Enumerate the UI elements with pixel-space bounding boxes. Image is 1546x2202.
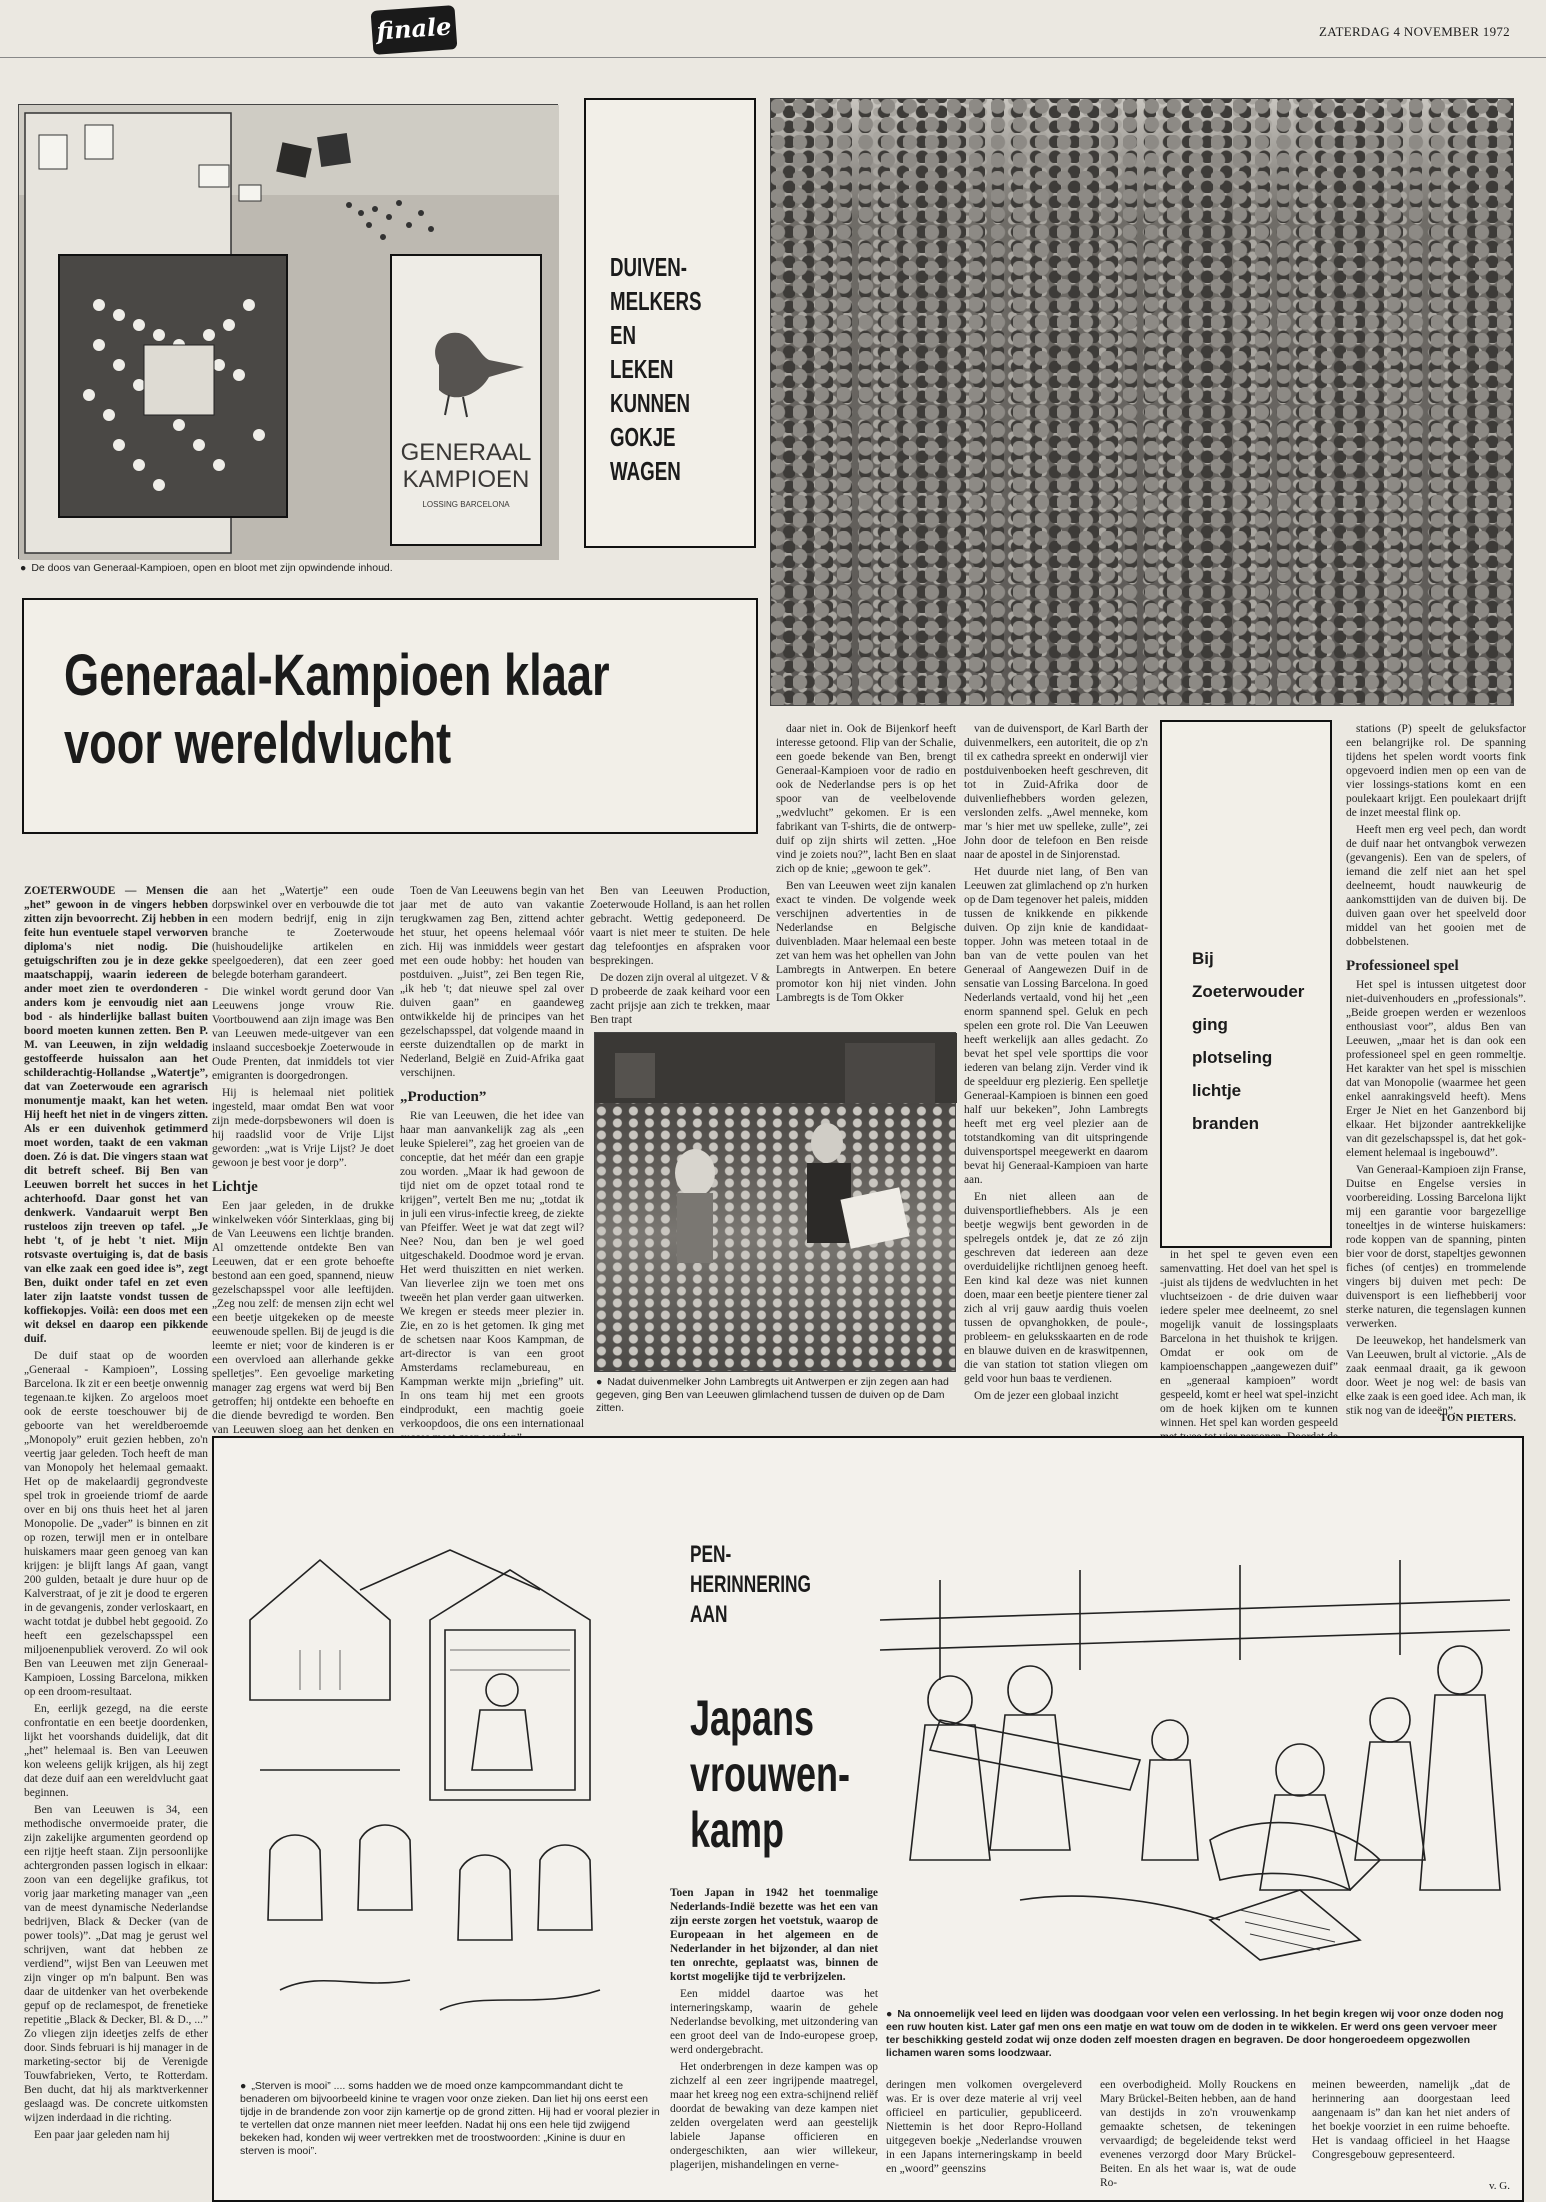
article-column-6 [964,722,1148,1412]
camp-drawing-right [880,1560,1510,2000]
article-paragraph: En niet alleen aan de duivensportliefhebbers. Als je een beetje wegwijs bent geworden in de spelregels ontdek je, dat ze zó zijn geschreven dat iedereen aan deze overduidelijke richtlijnen genoeg heeft. Een kind kal deze was niet kunnen doen, maar een beetje pientere tiener zal zich al vrij gauw aardig thuis voelen tussen de opvanghokken, de poule-, probleem- en geluksskaarten en de rode en blauwe duiven en de kraswitpennen, die van station tot station vliegen om geld voor hun baas te verdienen. [964,1191,1148,1385]
headline-line1: Generaal-Kampioen klaar [64,643,610,708]
camp-caption-left [240,2080,660,2158]
duivenmelkers-kicker-box [584,98,756,548]
subheading-professioneel-spel: Professioneel spel [1346,958,1459,974]
camp-paragraph: deringen men volkomen overgeleverd was. Er is over deze materie al vrij veel officieel en particulier, gepubliceerd. Niettemin is het door Repro-Holland uitgegeven boekje „Nederlandse vrouwen in een Japans interneringskamp in beeld en „woord” geenszins [886,2079,1082,2175]
kicker-line: EN [610,320,637,350]
article-column-4 [590,884,770,1024]
caption-bullet: ● [240,2080,247,2092]
sidebar-line: lichtje [1192,1081,1242,1100]
zoeterwouder-sidebar-box [1160,720,1332,1248]
headline-box [22,598,758,834]
pigeons-at-dam-photo [594,1032,956,1372]
man-figure [811,1123,843,1163]
kicker-line: DUIVEN- [610,252,687,282]
article-column-7 [1160,1248,1338,1429]
camp-intro: Toen Japan in 1942 het toenmalige Nederlands-Indië bezette was het een van zijn eerste zorgen het voetstuk, waarop de Europeaan in het algemeen en de Nederlander in het bijzonder, al dan niet ten onrechte, geplaatst was, binnen de kortst mogelijke tijd te verbrijzelen. [670,1887,878,1983]
article-paragraph: aan het „Watertje” een oude dorpswinkel over en verbouwde die tot een modern bedrijf, enig in zijn branche te Zoeterwoude (huishoudelijke artikelen en speelgoederen), dat een zeer goed belegde boterham garandeert. [212,885,394,981]
sidebar-line: plotseling [1192,1048,1273,1067]
sidebar-line: Zoeterwouder [1192,982,1305,1001]
article-paragraph: De leeuwekop, het handelsmerk van Van Leeuwen, brult al victorie. „Als de zaak eenmaal draait, ga ik gewoon door. Weet je nog wel: de basis van elke zaak is een goed idee. Ach man, ik stik nog van de ideeën”. [1346,1335,1526,1417]
camp-headline-line: vrouwen- [690,1746,851,1802]
boardgame-caption [20,562,560,575]
article-paragraph: Die winkel wordt gerund door Van Leeuwens jonge vrouw Rie. Voortbouwend aan zijn image was Ben van Leeuwen mede-uitgever van een inslaand succesboekje Zoeterwoude in Oude Prenten, dat inmiddels tot vier emigranten is doorgedrongen. [212,986,394,1082]
article-paragraph: Ben van Leeuwen is 34, een methodische onvermoeide prater, die zijn zakelijke argumenten geordend op een rijtje heeft staan. Zijn persoonlijke achtergronden passen logisch in elkaar: zoon van een degelijke grafikus, tot vorig jaar marketing manager van „een van de meest dynamische Nederlandse bedrijven, Black & Decker (van de power tools)”. „Dat mag je gerust wel schrijven, want dat hebben ze verdiend”, wijst Ben van Leeuwen met zijn vinger op m'n balpunt. Ben was daar de uitdenker van het overbekende gepuf op de reclamespot, de frenetieke repetitie „Black & Decker, Bl. & D., ...” Zo vliegen zijn ideetjes zelfs de ether door. Sinds februari is hij manager in de marketing-sector bij de Verenigde Touwfabrieken, Verto, te Rotterdam. Ben ducht, dat hij als marktverkenner geslaagd was. De concrete uitkomsten wijzen inderdaad in die richting. [24,1804,208,2124]
camp-initials: v. G. [1489,2180,1510,2192]
article-paragraph: Heeft men erg veel pech, dan wordt de duif naar het ontvangbok verwezen (gevangenis). Een van de spelers, of iemand die zelf niet aan het spel deelneemt, houdt nauwkeurig de aankomsttijden van de duiven bij. De duiven gaan over het speelveld door middel van het gooien met de dobbelstenen. [1346,824,1526,948]
subheading-lichtje: Lichtje [212,1179,258,1195]
article-column-8 [1346,722,1526,1417]
article-paragraph: En, eerlijk gezegd, na die eerste confrontatie en een beetje doordenken, lijkt het voorshands duidelijk, dat dit „het” helemaal is. Ben van Leeuwen kon weleens gelijk krijgen, als hij zegt dat deze duif aan een wereldvlucht gaat beginnen. [24,1703,208,1799]
article-paragraph: daar niet in. Ook de Bijenkorf heeft interesse getoond. Flip van der Schalie, een goede bekende van Ben, brengt Generaal-Kampioen voor de radio en ook de Nederlandse pers is op het spoor van de veelbelovende „wedvlucht” gekomen. Er is een fabrikant van T-shirts, die de ontwerp-duif op zijn shirts wil zetten. „Hoe vind je zoiets nou?”, lacht Ben en slaat zich op de knie; „gewoon te gek”. [776,723,956,875]
boardgame-illustration [19,105,559,560]
dam-scene-illustration [595,1033,957,1373]
camp-guardhouse-illustration [240,1470,660,2070]
kicker-line: MELKERS [610,286,702,316]
camp-kicker-line: HERINNERING [690,1571,811,1598]
camp-paragraph: Een middel daartoe was het interneringskamp, waarin de gehele Nederlandse bevolking, met uitzondering van een groot deel van de Indo-europese groep, werd ondergebracht. [670,1988,878,2056]
masthead [0,0,1546,58]
camp-column-4 [1312,2078,1510,2178]
boardgame-photo [18,104,558,559]
camp-column-1 [670,1886,878,2202]
dam-photo-caption-text: Nadat duivenmelker John Lambregts uit Antwerpen er zijn zegen aan had gegeven, ging Ben van Leeuwen glimlachend tussen de duiven op de Dam zitten. [596,1376,949,1414]
article-paragraph: Toen de Van Leeuwens begin van het jaar met de auto van vakantie terugkwamen zag Ben, zittend achter het stuur, het opeens helemaal vóór zich. Hij was inmiddels weer gestart met een oude hobby: het houden van postduiven. „Juist”, zei Ben tegen Rie, „ik heb 't; dat nieuwe spel zal over duiven gaan” en gaandeweg ontwikkelde hij de principes van het gezelschapsspel, dat volgende maand in eerste duizendtallen op de markt in Nederland, België en Zuid-Afrika gaat verschijnen. [400,885,584,1079]
caption-bullet: ● [886,2008,893,2020]
camp-caption-left-text: „Sterven is mooi” .... soms hadden we de moed onze kampcommandant dicht te benaderen om bijvoorbeeld kinine te vragen voor onze zieken. Dan liet hij ons eerst een tijdje in de brandende zon voor zijn kamertje op de grond zitten. Hij had er vooral plezier in te vertellen dat onze mannen niet meer leefden. Nadat hij ons een hele tijd zwijgend bekeken had, konden wij weer vertrekken met de troostwoorden: „Kinine is duur en sterven is mooi”. [240,2080,660,2157]
article-paragraph: Een paar jaar geleden nam hij [34,2129,170,2141]
logo-text: finale [375,11,453,46]
camp-column-3 [1100,2078,1296,2202]
article-paragraph: in het spel te geven even een samenvatting. Het doel van het spel is -juist als tijdens de wedvluchten in het vluchtseizoen - de drie duiven waar iedere speler mee deelneemt, zo snel mogelijk vanuit de lossingsplaats Barcelona in het thuishok te krijgen. Omdat er ook om de kampioenschappen „aangewezen duif” en „generaal kampioen” wordt gespeeld, komt er heel wat spel-inzicht om de hoek kijken om te kunnen winnen. Het spel kan worden gespeeld [1160,1249,1338,1429]
camp-column-2 [886,2078,1082,2202]
article-paragraph: Het duurde niet lang, of Ben van Leeuwen zat glimlachend op z'n hurken op de Dam tegenover het paleis, midden tussen de knikkende en pikkende duiven. Op zijn knie de kandidaat-topper. John was meteen totaal in de ban van de vette poulen van het Generaal of Aangewezen Duif in de sensatie van Lossing Barcelona. In goed Nederlands vertaald, vond hij het „een enorm spannend spel. Geluk en pech spelen een grote rol. Die Van Leeuwen heeft werkelijk aan alles gedacht. Zo bevat het spel vele sporttips die voor iederen van belang zijn. Verder vind ik de speelduur erg plezierig. Een spelletje Generaal-Kampioen is binnen een goed half uur bekeken”, John Lambregts heeft met erg veel plezier aan de totstandkoming van dit uitspringende duivensportspel meegewerkt en daarom bevat hij Generaal-Kampioen van harte aan. [964,866,1148,1186]
sidebar-line: branden [1192,1114,1260,1133]
caption-bullet: ● [20,562,27,574]
box-title-line1: GENERAAL [400,439,532,466]
article-paragraph: Ben van Leeuwen weet zijn kanalen exact te vinden. De volgende week verschijnen advertenties in de Nederlandse en Belgische duivenbladen. Maar helemaal een beste zet van hem was het ophellen van John Lambregts in Antwerpen. En betere promotor kon hij niet vinden. John Lambregts is de Tom Okker [776,880,956,1004]
child-figure [675,1149,715,1197]
article-column-5 [776,722,956,1022]
finale-logo [371,5,458,55]
article-paragraph: Een jaar geleden, in de drukke winkelweken vóór Sinterklaas, ging bij de Van Leeuwens een lichtje branden. Al omzettende ontdekte Ben van Leeuwen, dat er een grote behoefte bestond aan een goed, spannend, nieuw gezelschapsspel voor alle leeftijden. „Zeg nou zelf: de mensen zijn echt wel een beetje uitgekeken op de meeste eeuwenoude spellen. Bij de jeugd is die leemte er niet; voor de kinderen is er een overvloed aan allerhande gekke spelletjes”. Een gevoelige marketing manager zag ergens wat werd bij Ben getroffen; hij ontdekte een behoefte en die diende bevredigd te worden. Ben van Leeuwen sloeg aan het denken en [212,1200,394,1436]
article-paragraph: van de duivensport, de Karl Barth der duivenmelkers, een autoriteit, die op z'n til ex cathedra spreekt en onderwijl vier postduivenboeken heeft geschreven, dit tot in Zuid-Afrika door de duivenliefhebbers worden gelezen, verslonden zelfs. „Awel menneke, kom mar 's hier met uw spelleke, zulle”, zei John door de telefoon en Ben reisde naar de apostel in de Sinjorenstad. [964,723,1148,861]
article-paragraph: Ben van Leeuwen Production, Zoeterwoude Holland, is aan het rollen gebracht. Wettig gedeponeerd. De vaart is niet meer te stuiten. De hele dag telefoontjes en afspraken voor besprekingen. [590,885,770,967]
kicker-line: GOKJE [610,422,676,452]
box-publisher: LOSSING BARCELONA [422,500,510,509]
camp-caption-right [886,2008,1510,2060]
byline: TON PIETERS. [1439,1412,1516,1424]
camp-paragraph: Het onderbrengen in deze kampen was op zichzelf al een zeer ingrijpende maatregel, maar het kreeg nog een extra-schijnend reliëf doordat de bewaking van deze kampen niet zelden overgelaten werd aan geestelijk labiele Japanse officieren en ondergeschikten, aan wier willekeur, plagerijen, mishandelingen en verne- [670,2061,878,2171]
caption-bullet: ● [596,1376,603,1388]
board-center-card [144,345,214,415]
camp-paragraph: een overbodigheid. Molly Rouckens en Mary Brückel-Beiten hebben, aan de hand van destijds in zo'n vrouwenkamp gemaakte schetsen, de tekeningen vervaardigd; de begeleidende tekst werd evenenes verzorgd door Mary Brückel-Beiten. En als het waar is, wat de oude Ro- [1100,2079,1296,2189]
article-paragraph: Rie van Leeuwen, die het idee van haar man aanvankelijk zag als „een leuke Spielerei”, zag het groeien van de conceptie, dat het méér dan een grapje zou worden. „Maar ik had gewoon de tijd niet om de opzet totaal rond te krijgen”, vertelt Ben me nu; „totdat ik in juli een virus-infectie kreeg, de ziekte van Pfeiffer. Weet je wat dat zegt wil? Nee? Nou, dan ben je wel goed uitgeschakeld. Doodmoe word je ervan. Het werd thuiszitten en niet werken. Van lieverlee zijn we toen met ons tweeën het plan verder gaan uitwerken. We kregen er steeds meer plezier in. Zie, en zo is het getomen. Ik ging met de schetsen naar Koos Kampman, de art-director is van een groot Amsterdams reclamebureau, en Kampman werkte mijn „briefing” uit. In ons team hij met een groots eindprodukt, een machtig goeie verkoopdoos, die ons een internationaal [400,1110,584,1430]
sidebar-line: Bij [1192,949,1214,968]
article-paragraph: Het spel is intussen uitgetest door niet-duivenhouders en „professionals”. „Beide groepen werden er wezenloos enthousiast voor”, aldus Ben van Leeuwen, „maar het is dan ook een professioneel spel en geen rommeltje. Het karakter van het spel is misschien dat van Monopolie (waarmee het geen enkel aanrakingsveld heeft). Mens Erger Je Niet en het Ganzenbord bij elkaar. Het bijzonder aantrekkelijke van dit gezelschapsspel is, dat het gok-element helemaal is ingebouwd”. [1346,979,1526,1159]
issue-date: ZATERDAG 4 NOVEMBER 1972 [1318,24,1510,39]
camp-caption-right-text: Na onnoemelijk veel leed en lijden was doodgaan voor velen een verlossing. In het begin kregen wij voor onze doden nog een ruw houten kist. Later gaf men ons een matje en wat touw om de doden in te wikkelen. Er werd ons geen vervoer meer ter beschikking gesteld zodat wij onze doden zelf moesten dragen en begraven. De door hongeroedeem opgezwollen lichamen waren soms loodzwaar. [886,2008,1504,2059]
subheading-production: „Production” [400,1089,487,1105]
camp-kicker-line: AAN [690,1601,728,1628]
camp-kicker-line: PEN- [690,1541,732,1568]
article-paragraph: stations (P) speelt de geluksfactor een belangrijke rol. De spanning tijdens het spelen wordt voorts fink opgevoerd indien men op een van de vier lossings-stations komt en een poulekaart krijgt. Een poulekaart drijft de inzet meestal flink op. [1346,723,1526,819]
dam-photo-caption [596,1376,956,1415]
article-paragraph: De dozen zijn overal al uitgezet. V & D probeerde de zaak keihard voor een zacht prijsje aan zich te trekken, maar Ben trapt [590,972,770,1026]
article-paragraph: De duif staat op de woorden „Generaal - Kampioen”, Lossing Barcelona. Ik zit er een beetje onwennig tegenaan.te kijken. Zo argeloos moet ook de eerste toeschouwer bij de geboorte van het wereldberoemde „Monopoly” eruit gezien hebben, zo'n veertig jaar geleden. Toch heeft de man van Monopoly het helemaal gemaakt. Het op de makelaardij gegrondveste spel trok in groeiende triomf de aarde over en bij ons thuis heet het al jaren Monopolie. De „vader” is binnen en zit op rozen, terwijl men er in ontelbare huiskamers maar geen genoeg van kan krijgen: je blijft langs Af gaan, vangt 200 gulden, betaalt je dure huur op de Kalverstraat, of je zit je dood te ergeren in de gevangenis, zonder verloskaart, en wacht totdat je dubbel hebt gegooid. Zo heeft een gezelschapsspel een miljoenenpubliek veroverd. Zo wil ook Ben van Leeuwen met zijn Generaal-Kampioen, Lossing Barcelona, mikken op een droom-resultaat. [24,1350,208,1698]
camp-burial-illustration [880,1560,1510,2000]
kicker-line: KUNNEN [610,388,691,418]
camp-paragraph: meinen beweerden, namelijk „dat de herinnering aan doorgestaan leed aangenaam is” dan kan het niet anders of het boekje voorziet in een ruime behoefte. Het is vandaag officieel in het Haagse Congresgebouw gepresenteerd. [1312,2079,1510,2161]
camp-headline-block [690,1540,890,1630]
camp-headline [690,1690,890,1858]
article-paragraph: Van Generaal-Kampioen zijn Franse, Duitse en Engelse versies in voorbereiding. Lossing Barcelona lijkt mij een garantie voor bargezellige toneeltjes in de winterse huiskamers: rode koppen van de spanning, pinten bier voor de dorst, stapeltjes gewonnen fiches (of centjes) en trommelende vingers bij duiven met pech: De duivensport is een liefhebberij voor sterke naturen, die tegenslagen kunnen verwerken. [1346,1164,1526,1330]
kicker-line: WAGEN [610,456,681,486]
sidebar-line: ging [1192,1015,1228,1034]
camp-headline-line: Japans [690,1690,815,1746]
article-column-1 [24,884,208,2202]
camp-drawing-left [240,1470,660,2070]
pigeon-flock-photo [770,98,1514,706]
article-paragraph: Om de jezer een globaal inzicht [974,1390,1119,1402]
headline-line2: voor wereldvlucht [64,711,452,776]
article-paragraph: ZOETERWOUDE — Mensen die „het” gewoon in de vingers hebben zitten zijn bevoorrecht. Zij hebben in feite hun eventuele stapel verworven diploma's niet nodig. Die getuigschriften zou je in deze gekke maatschappij, waarin iedereen de ander moet zien te overdonderen - anders kom je eenvoudig niet aan bod - als hinderlijke ballast buiten boord moeten kunnen zetten. Ben P. M. van Leeuwen, in zijn weldadig gestoffeerde huissalon aan het schilderachtig-Hollandse „Watertje”, dat van Zoeterwoude een agrarisch monumentje maakt, kan het weten. Hij heeft het niet in de vingers zitten. Als er een duivenhok getimmerd moet worden, taakt de een vakman doen. Zó is dat. Die vingers staan wat dit betreft scheef. Bij Ben van Leeuwen borrelt het succes in het achterhoofd. Daar gonst het van denkwerk. Vandaaruit werpt Ben rusteloos zijn treeven op tafel. „Je hebt 't, of je hebt 't niet. Mijn rotsvaste overtuiging is, dat de basis van elke zaak een goed idee is”, zegt Ben, duikt onder tafel en zet even later zijn laatste vondst tussen de koffiekopjes. Voilà: een doos met een wit deksel en daarop een pikkende duif. [24,885,208,1345]
kicker-line: LEKEN [610,354,674,384]
article-paragraph: Hij is helemaal niet politiek ingesteld, maar omdat Ben wat voor zijn mede-dorpsbewoners wil doen is hij raadslid voor de Vrije Lijst geworden: „wat is Vrije Lijst? Je doet gewoon je best voor je dorp”. [212,1087,394,1169]
box-title-line2: KAMPIOEN [402,466,530,493]
camp-headline-line: kamp [690,1802,785,1858]
boardgame-caption-text: De doos van Generaal-Kampioen, open en bloot met zijn opwindende inhoud. [31,562,393,574]
